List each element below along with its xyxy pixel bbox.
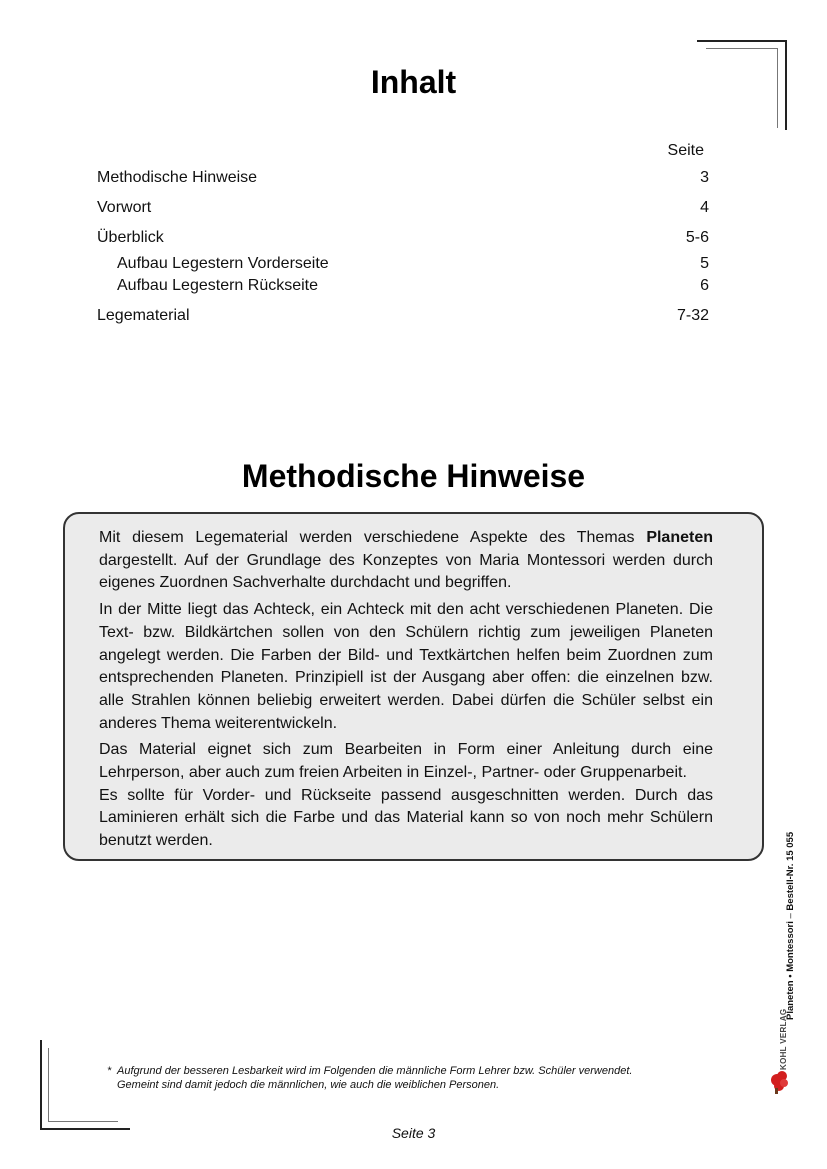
footnote [107, 1065, 707, 1092]
footnote-line: Gemeint sind damit jedoch die männlichen, wie auch die weiblichen Personen. [117, 1078, 500, 1091]
toc-title: Inhalt [370, 64, 457, 100]
toc-entry-label: Aufbau Legestern Vorderseite [117, 255, 329, 272]
toc-entry-page: 5-6 [685, 229, 709, 246]
toc-entry-label: Aufbau Legestern Rückseite [117, 277, 319, 294]
toc-entry-page: 5 [700, 255, 709, 272]
paragraph: Es sollte für Vorder- und Rückseite passend ausgeschnitten werden. Durch das Laminieren erhält sich die Farbe und das Material kann so von noch mehr Schülern benutzt werden. [99, 786, 713, 850]
page-number: Seite 3 [391, 1125, 436, 1141]
toc-entry [97, 307, 709, 329]
text-run: Mit diesem Legematerial werden verschiedene Aspekte des Themas [99, 529, 647, 546]
side-book-label [785, 832, 796, 1020]
book-title: Planeten • Montessori [785, 921, 796, 1020]
toc-entry-label: Methodische Hinweise [97, 169, 258, 186]
paragraph: In der Mitte liegt das Achteck, ein Achteck mit den acht verschiedenen Planeten. Die Text- bzw. Bildkärtchen sollen von den Schülern richtig zum jeweiligen Planeten angelegt werden. Die Farben der Bild- und Textkärtchen helfen beim Zuordnen zum entsprechenden Planeten. Prinzipiell ist der Ausgang aber offen: die einzelnen bzw. alle Strahlen können beliebig erweitert werden. Dabei dürfen die Schüler selbst ein anderes Thema weiterentwickeln. [99, 601, 713, 732]
toc-subentry [97, 255, 709, 277]
publisher-name: KOHL VERLAG [779, 1008, 788, 1070]
method-notes-text [99, 527, 713, 857]
method-notes-box [63, 512, 764, 861]
separator: – [785, 910, 796, 922]
toc-entry-label: Überblick [97, 229, 164, 246]
toc-subentry [97, 277, 709, 299]
toc-entry [97, 229, 709, 251]
toc-entry-page: 3 [700, 169, 709, 186]
toc-entry [97, 169, 709, 191]
paragraph: Das Material eignet sich zum Bearbeiten in Form einer Anleitung durch eine Lehrperson, aber auch zum freien Arbeiten in Einzel-, Partner- oder Gruppenarbeit. [99, 741, 713, 782]
toc-page-header: Seite [667, 142, 704, 159]
paragraph [99, 527, 713, 595]
footnote-marker: * [107, 1065, 112, 1077]
toc-entry-label: Vorwort [97, 199, 152, 216]
order-number: Bestell-Nr. 15 055 [785, 831, 796, 911]
toc-entry-page: 7-32 [676, 307, 709, 324]
section-title: Methodische Hinweise [241, 458, 586, 494]
text-run: dargestellt. Auf der Grundlage des Konzeptes von Maria Montessori werden durch eigenes Zuordnen Sachverhalte durchdacht und begriffen. [99, 551, 713, 592]
toc-entry-page: 6 [700, 277, 709, 294]
footnote-line: Aufgrund der besseren Lesbarkeit wird im Folgenden die männliche Form Lehrer bzw. Schüler verwendet. [117, 1065, 633, 1077]
toc-entry-label: Legematerial [97, 307, 190, 324]
toc-entry [97, 199, 709, 221]
bold-term: Planeten [646, 529, 713, 546]
toc-entry-page: 4 [700, 199, 709, 216]
